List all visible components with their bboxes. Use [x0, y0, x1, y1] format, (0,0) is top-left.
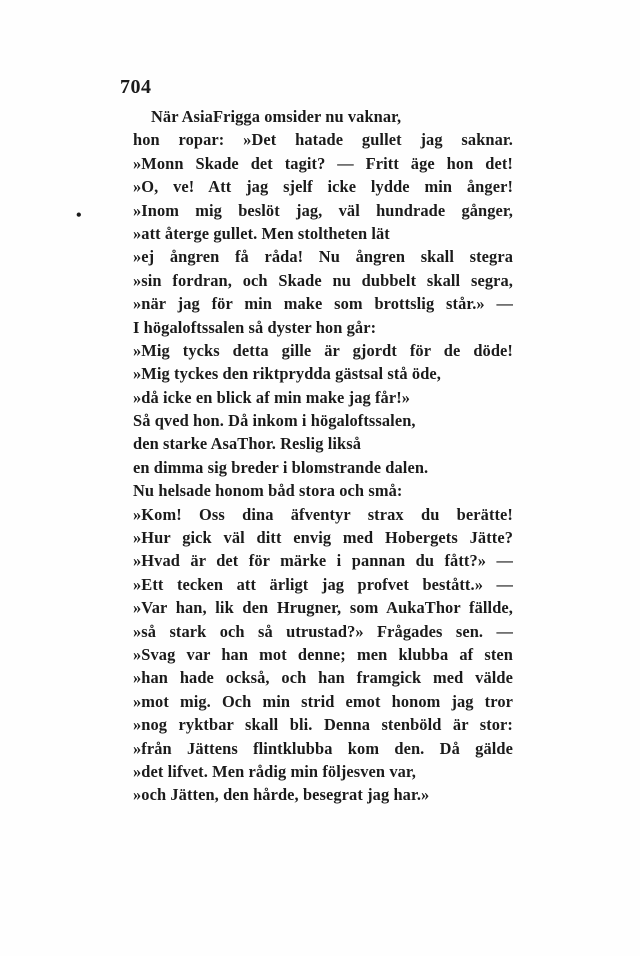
poem-line-4: »O, ve! Att jag sjelf icke lydde min ånger!	[133, 177, 513, 197]
poem-line-25: »han hade också, och han framgick med välde	[133, 668, 513, 688]
poem-line-28: »från Jättens flintklubba kom den. Då gälde	[133, 738, 513, 758]
poem-line-7: »ej ångren få råda! Nu ångren skall stegra	[133, 247, 513, 267]
poem-line-18: »Kom! Oss dina äfventyr strax du berätte!	[133, 504, 513, 524]
poem-line-3: »Monn Skade det tagit? — Fritt äge hon det!	[133, 153, 513, 173]
poem-line-30: »och Jätten, den hårde, besegrat jag har.»	[133, 785, 430, 805]
poem-line-26: »mot mig. Och min strid emot honom jag tror	[133, 691, 513, 711]
poem-line-13: »då icke en blick af min make jag får!»	[133, 387, 411, 407]
poem-line-5: »Inom mig beslöt jag, väl hundrade gånger,	[133, 200, 513, 220]
poem-line-10: I högaloftssalen så dyster hon går:	[133, 317, 377, 337]
poem-line-14: Så qved hon. Då inkom i högaloftssalen,	[133, 411, 416, 431]
poem-line-17: Nu helsade honom båd stora och små:	[133, 481, 403, 501]
poem-line-22: »Var han, lik den Hrugner, som AukaThor fällde,	[133, 598, 513, 618]
poem-line-27: »nog ryktbar skall bli. Denna stenböld är stor:	[133, 715, 513, 735]
poem-line-9: »när jag för min make som brottslig står.» —	[133, 294, 513, 314]
poem-line-21: »Ett tecken att ärligt jag profvet bestått.» —	[133, 574, 513, 594]
poem-line-15: den starke AsaThor. Reslig likså	[133, 434, 362, 454]
poem-line-29: »det lifvet. Men rådig min följesven var,	[133, 761, 417, 781]
poem-line-8: »sin fordran, och Skade nu dubbelt skall segra,	[133, 270, 513, 290]
poem-line-19: »Hur gick väl ditt envig med Hobergets Jätte?	[133, 528, 513, 548]
page-number: 704	[120, 76, 152, 98]
poem-line-24: »Svag var han mot denne; men klubba af sten	[133, 644, 513, 664]
poem-text	[133, 105, 513, 807]
poem-line-12: »Mig tyckes den riktprydda gästsal stå öde,	[133, 364, 441, 384]
poem-line-20: »Hvad är det för märke i pannan du fått?» —	[133, 551, 513, 571]
poem-line-23: »så stark och så utrustad?» Frågades sen. —	[133, 621, 513, 641]
margin-mark: •	[76, 207, 82, 224]
poem-line-11: »Mig tycks detta gille är gjordt för de döde!	[133, 340, 513, 360]
poem-line-1: När AsiaFrigga omsider nu vaknar,	[151, 107, 402, 126]
poem-line-16: en dimma sig breder i blomstrande dalen.	[133, 457, 429, 477]
poem-line-2: hon ropar: »Det hatade gullet jag saknar.	[133, 130, 513, 150]
poem-line-6: »att återge gullet. Men stoltheten lät	[133, 223, 390, 243]
